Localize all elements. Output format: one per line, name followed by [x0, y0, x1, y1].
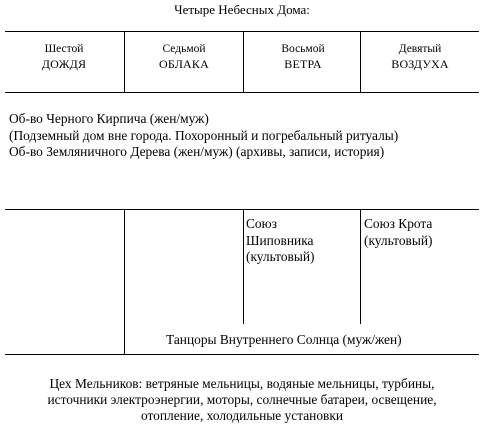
- house-name: ДОЖДЯ: [41, 57, 87, 71]
- house-name: ВЕТРА: [284, 57, 322, 71]
- union-line: (культовый): [246, 249, 315, 264]
- page-title: Четыре Небесных Дома:: [174, 2, 310, 17]
- lower-divider-3: [360, 209, 361, 324]
- organizations-list: [9, 111, 479, 161]
- organization-line: Об-во Черного Кирпича (жен/муж): [9, 111, 209, 126]
- house-ordinal: Шестой: [44, 43, 84, 55]
- union-rosehip: [246, 216, 314, 266]
- houses-table-top-border: [5, 31, 479, 32]
- guild-line: отопление, холодильные установки: [140, 408, 344, 423]
- organization-line: (Подземный дом вне города. Похоронный и погребальный ритуалы): [9, 127, 399, 143]
- house-name: ВОЗДУХА: [391, 57, 449, 71]
- lower-table-top-border: [5, 209, 479, 210]
- union-line: (культовый): [364, 232, 433, 248]
- house-name: ОБЛАКА: [159, 57, 209, 71]
- inner-sun-dancers: Танцоры Внутреннего Солнца (муж/жен): [166, 332, 402, 347]
- house-ordinal: Седьмой: [162, 43, 206, 55]
- union-line: Союз: [246, 216, 277, 231]
- house-ninth-air: [361, 42, 479, 72]
- guild-line: источники электроэнергии, моторы, солнечные батареи, освещение,: [47, 392, 437, 407]
- union-line: Шиповника: [246, 232, 314, 248]
- lower-divider-1: [124, 209, 125, 354]
- organization-line: Об-во Земляничного Дерева (жен/муж) (архивы, записи, история): [9, 144, 385, 159]
- union-mole: [364, 216, 432, 249]
- millers-guild: [0, 376, 484, 424]
- house-ordinal: Восьмой: [281, 43, 325, 55]
- lower-divider-2: [243, 209, 244, 324]
- house-eighth-wind: [244, 42, 362, 72]
- house-sixth-rain: [5, 42, 123, 72]
- lower-table-bottom-border: [5, 354, 479, 355]
- union-line: Союз Крота: [364, 216, 433, 231]
- house-seventh-cloud: [125, 42, 243, 72]
- house-ordinal: Девятый: [398, 43, 442, 55]
- guild-line: Цех Мельников: ветряные мельницы, водяные мельницы, турбины,: [49, 376, 435, 391]
- houses-table-bottom-border: [5, 92, 479, 93]
